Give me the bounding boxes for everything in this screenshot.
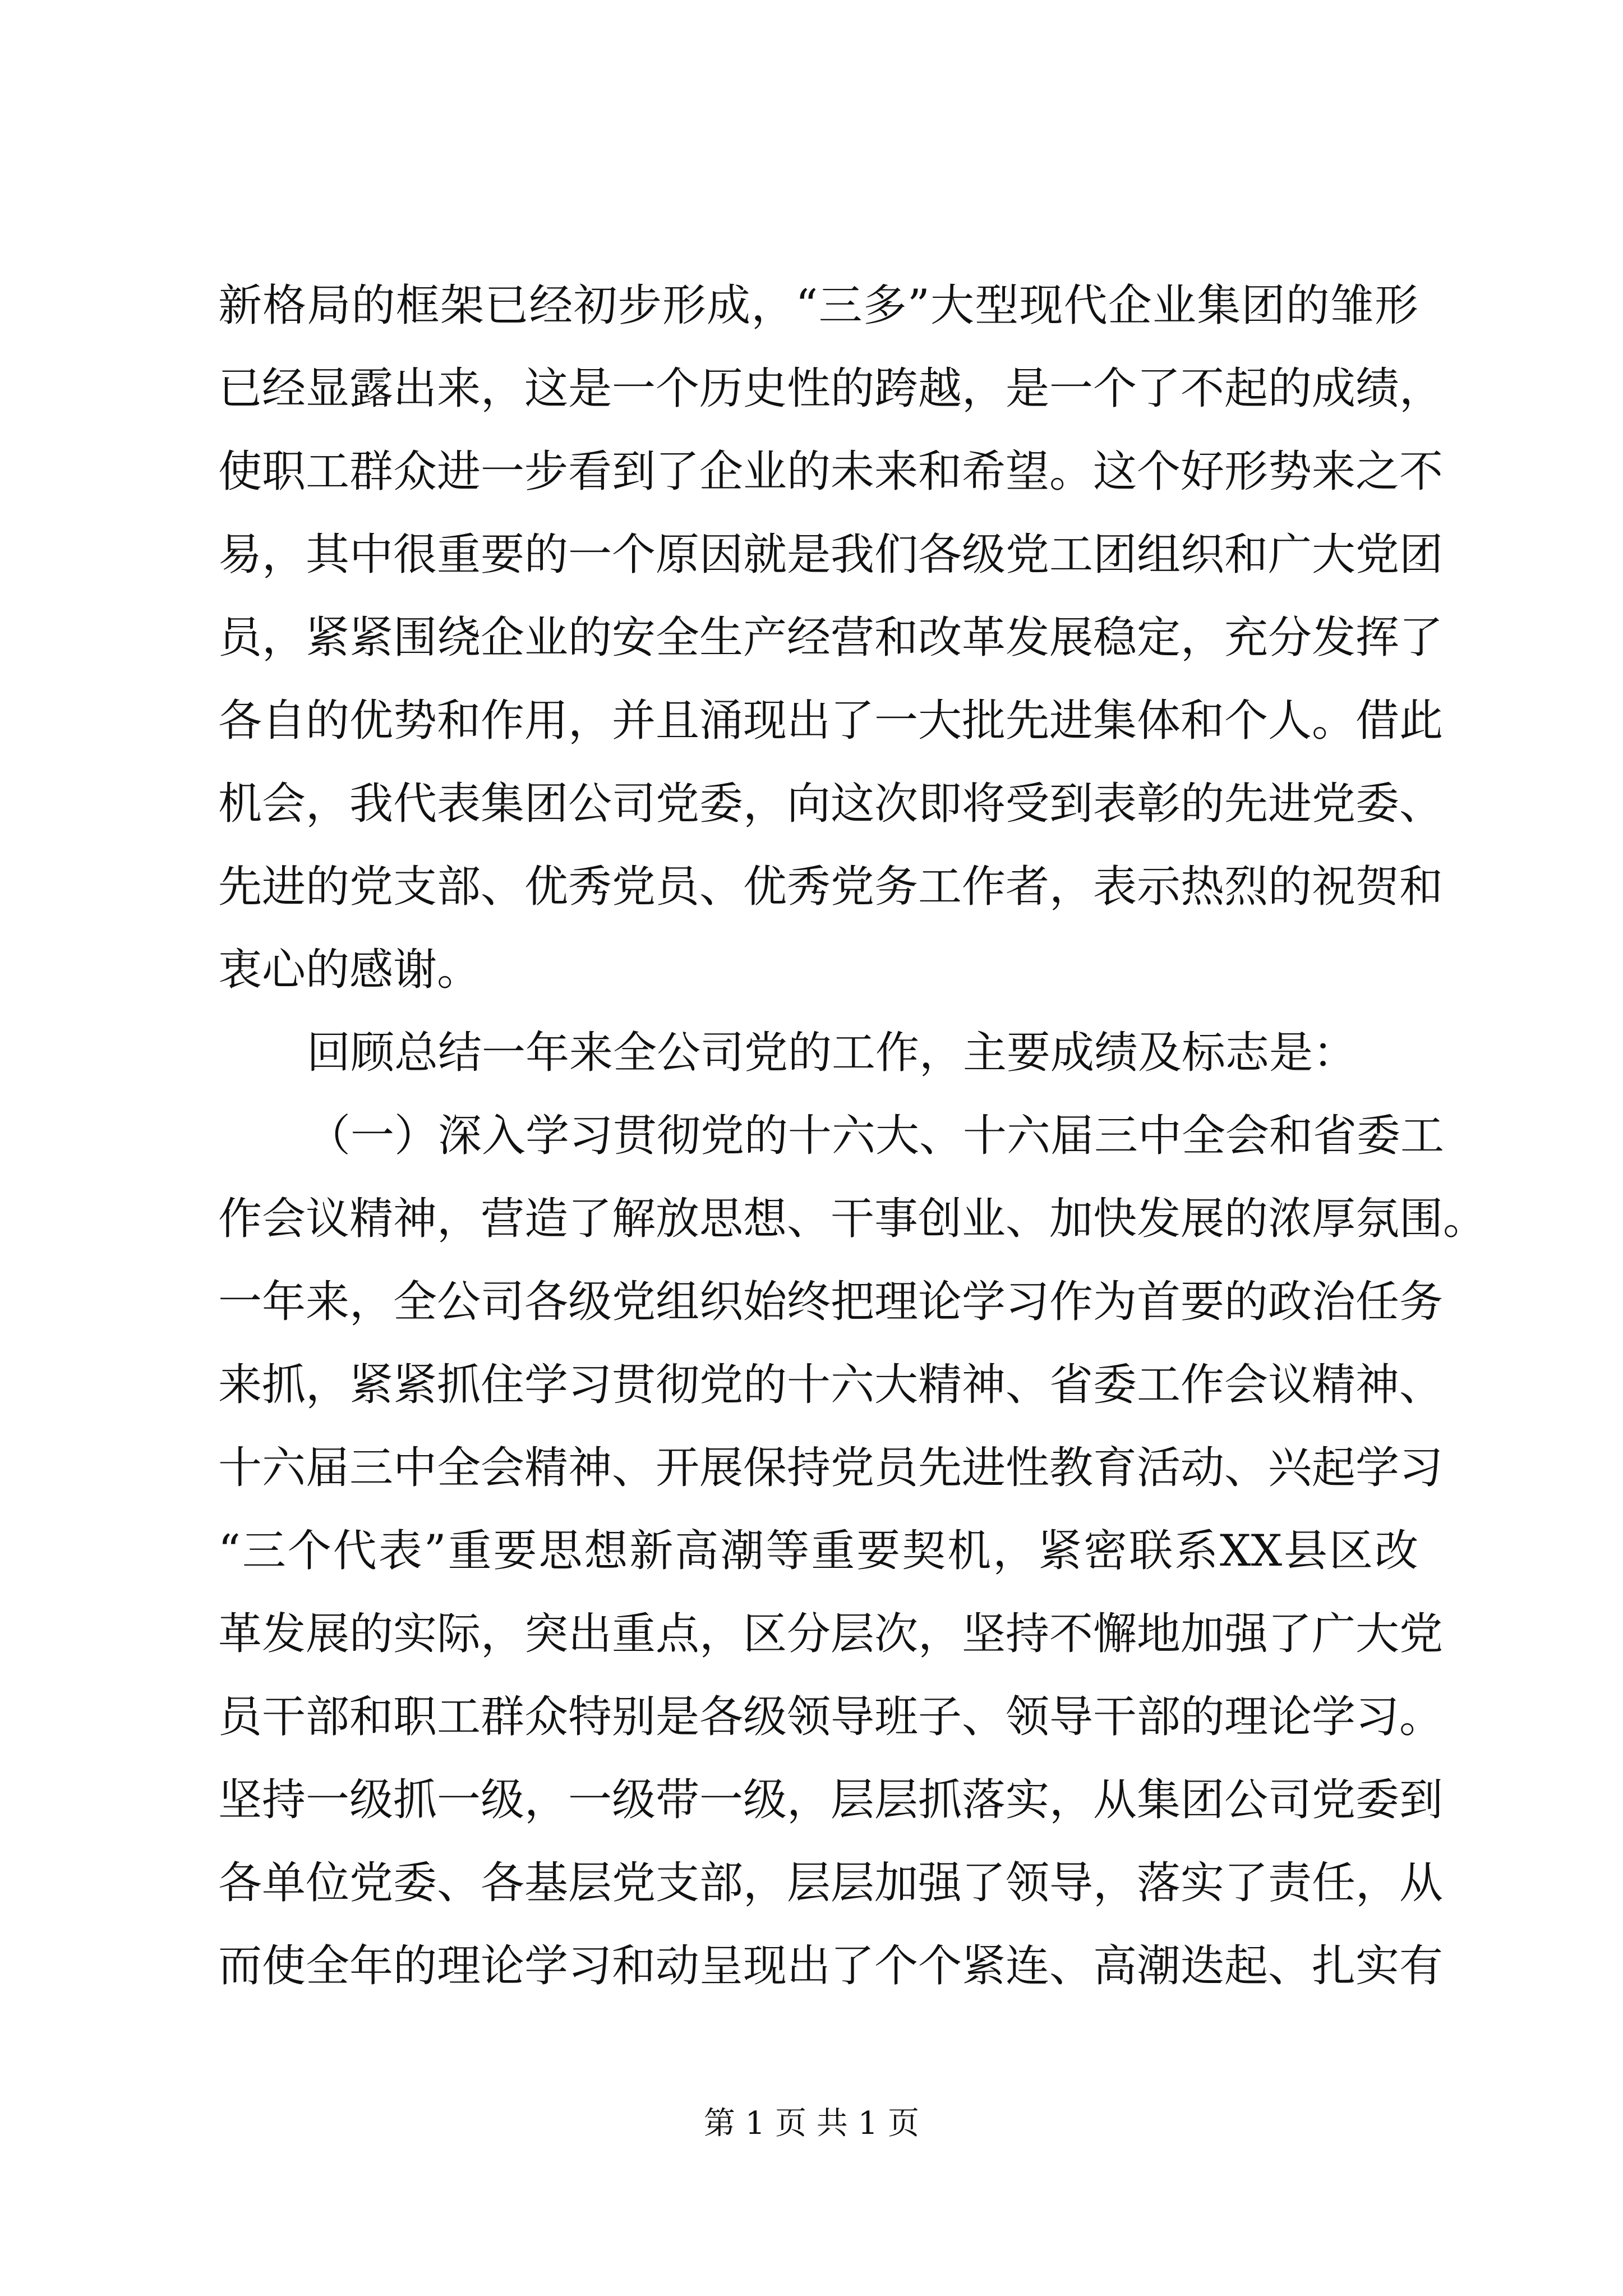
text-line: 衷心的感谢。 [218, 945, 481, 995]
text-line: 已经显露出来，这是一个历史性的跨越，是一个了不起的成绩， [218, 364, 1444, 414]
text-line: 新格局的框架已经初步形成，“三多”大型现代企业集团的雏形 [218, 280, 1418, 331]
page-number-footer: 第 1 页 共 1 页 [703, 2105, 920, 2142]
text-line: 回顾总结一年来全公司党的工作，主要成绩及标志是： [307, 1028, 1357, 1078]
text-line: 十六届三中全会精神、开展保持党员先进性教育活动、兴起学习 [218, 1443, 1444, 1493]
text-line: 使职工群众进一步看到了企业的未来和希望。这个好形势来之不 [218, 447, 1444, 497]
text-line: 先进的党支部、优秀党员、优秀党务工作者，表示热烈的祝贺和 [218, 862, 1444, 912]
text-line: 一年来，全公司各级党组织始终把理论学习作为首要的政治任务 [218, 1277, 1444, 1327]
text-line: 坚持一级抓一级，一级带一级，层层抓落实，从集团公司党委到 [218, 1775, 1444, 1825]
text-line: 各单位党委、各基层党支部，层层加强了领导，落实了责任，从 [218, 1858, 1444, 1908]
text-line: 革发展的实际，突出重点，区分层次，坚持不懈地加强了广大党 [218, 1609, 1444, 1659]
text-line: 机会，我代表集团公司党委，向这次即将受到表彰的先进党委、 [218, 779, 1444, 829]
text-line: 员干部和职工群众特别是各级领导班子、领导干部的理论学习。 [218, 1692, 1444, 1742]
text-line: 员，紧紧围绕企业的安全生产经营和改革发展稳定，充分发挥了 [218, 613, 1444, 663]
text-line: “三个代表”重要思想新高潮等重要契机，紧密联系XX县区改 [218, 1526, 1418, 1576]
text-line: （一）深入学习贯彻党的十六大、十六届三中全会和省委工 [307, 1111, 1445, 1161]
text-line: 而使全年的理论学习和动呈现出了个个紧连、高潮迭起、扎实有 [218, 1941, 1444, 1991]
text-line: 来抓，紧紧抓住学习贯彻党的十六大精神、省委工作会议精神、 [218, 1360, 1444, 1410]
text-line: 易，其中很重要的一个原因就是我们各级党工团组织和广大党团 [218, 530, 1444, 580]
text-line: 各自的优势和作用，并且涌现出了一大批先进集体和个人。借此 [218, 696, 1444, 746]
text-line: 作会议精神，营造了解放思想、干事创业、加快发展的浓厚氛围。 [218, 1194, 1487, 1244]
